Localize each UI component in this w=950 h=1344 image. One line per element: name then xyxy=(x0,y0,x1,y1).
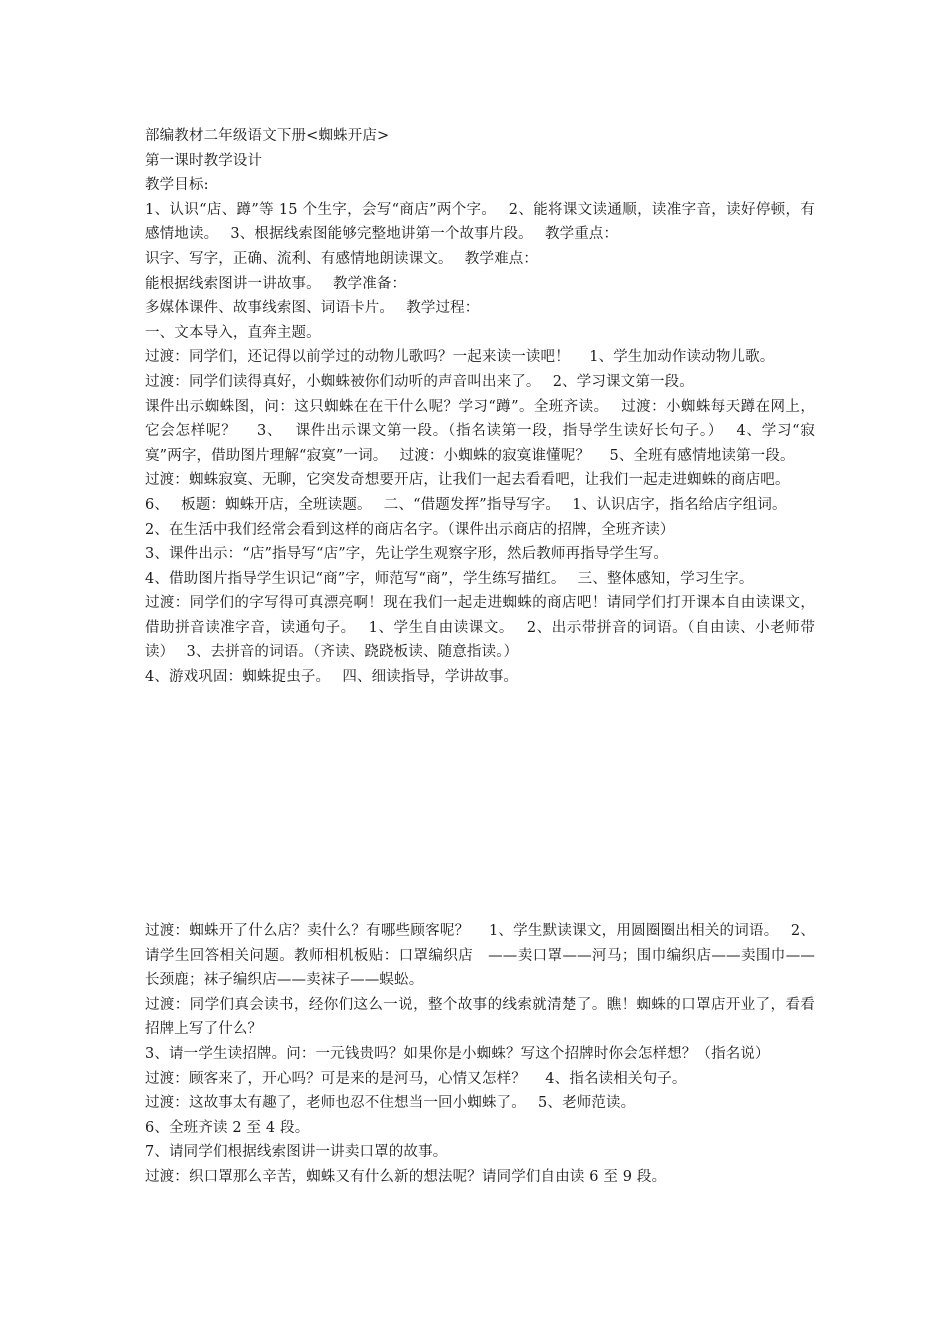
paragraph: 4、游戏巩固：蜘蛛捉虫子。 四、细读指导，学讲故事。 xyxy=(145,669,519,686)
paragraph: 过渡：同学们读得真好，小蜘蛛被你们动听的声音叫出来了。 2、学习课文第一段。 xyxy=(145,373,694,390)
paragraph: 过渡：同学们，还记得以前学过的动物儿歌吗？一起来读一读吧！ 1、学生加动作读动物儿歌。 xyxy=(145,349,775,366)
paragraph: 过渡：蜘蛛开了什么店？卖什么？有哪些顾客呢？ 1、学生默读课文，用圆圈圈出相关的词语。 2、请学生回答相关问题。教师相机板贴：口罩编织店 ——卖口罩——河马；围巾编织店——卖围巾——长颈鹿；袜子编织店——卖袜子——蜈蚣。 xyxy=(145,923,815,989)
paragraph: 4、借助图片指导学生识记“商”字，师范写“商”，学生练写描红。 三、整体感知，学习生字。 xyxy=(145,570,754,587)
lesson-plan-section-1 xyxy=(145,124,815,690)
paragraph: 过渡：同学们的字写得可真漂亮啊！现在我们一起走进蜘蛛的商店吧！请同学们打开课本自由读课文，借助拼音读准字音，读通句子。 1、学生自由读课文。 2、出示带拼音的词语。（自由读、小老师带读） 3、去拼音的词语。（齐读、跷跷板读、随意指读。） xyxy=(145,595,815,661)
paragraph: 6、全班齐读 2 至 4 段。 xyxy=(145,1119,310,1136)
paragraph: 7、请同学们根据线索图讲一讲卖口罩的故事。 xyxy=(145,1144,448,1161)
lesson-subtitle: 第一课时教学设计 xyxy=(145,152,263,169)
paragraph: 2、在生活中我们经常会看到这样的商店名字。（课件出示商店的招牌，全班齐读） xyxy=(145,521,675,538)
paragraph: 多媒体课件、故事线索图、词语卡片。 教学过程： xyxy=(145,300,480,317)
paragraph: 能根据线索图讲一讲故事。 教学准备： xyxy=(145,275,407,292)
paragraph: 6、 板题：蜘蛛开店，全班读题。 二、“借题发挥”指导写字。 1、认识店字，指名给店字组词。 xyxy=(145,496,787,513)
paragraph: 3、请一学生读招牌。问：一元钱贵吗？如果你是小蜘蛛？写这个招牌时你会怎样想？（指名说） xyxy=(145,1045,770,1062)
paragraph: 过渡：同学们真会读书，经你们这么一说，整个故事的线索就清楚了。瞧！蜘蛛的口罩店开业了，看看招牌上写了什么？ xyxy=(145,996,815,1038)
paragraph: 课件出示蜘蛛图，问：这只蜘蛛在在干什么呢？学习“蹲”。全班齐读。 过渡：小蜘蛛每天蹲在网上，它会怎样呢？ 3、 课件出示课文第一段。（指名读第一段，指导学生读好长句子。） 4、学习“寂寞”两字，借助图片理解“寂寞”一词。 过渡：小蜘蛛的寂寞谁懂呢？ 5、全班有感情地读第一段。 xyxy=(145,398,815,464)
paragraph: 过渡：蜘蛛寂寞、无聊，它突发奇想要开店，让我们一起去看看吧，让我们一起走进蜘蛛的商店吧。 xyxy=(145,472,790,489)
paragraph: 过渡：顾客来了，开心吗？可是来的是河马，心情又怎样？ 4、指名读相关句子。 xyxy=(145,1070,687,1087)
paragraph: 过渡：织口罩那么辛苦，蜘蛛又有什么新的想法呢？请同学们自由读 6 至 9 段。 xyxy=(145,1168,667,1185)
lesson-plan-section-2 xyxy=(145,919,815,1190)
paragraph: 过渡：这故事太有趣了，老师也忍不住想当一回小蜘蛛了。 5、老师范读。 xyxy=(145,1095,636,1112)
goals-heading: 教学目标: xyxy=(145,177,209,194)
paragraph: 识字、写字，正确、流利、有感情地朗读课文。 教学难点： xyxy=(145,250,539,267)
document-title: 部编教材二年级语文下册<蜘蛛开店> xyxy=(145,128,390,144)
paragraph: 一、文本导入，直奔主题。 xyxy=(145,324,321,341)
paragraph: 1、认识“店、蹲”等 15 个生字，会写“商店”两个字。 2、能将课文读通顺，读准字音，读好停顿，有感情地读。 3、根据线索图能够完整地讲第一个故事片段。 教学重点： xyxy=(145,201,815,243)
paragraph: 3、课件出示：“店”指导写“店”字，先让学生观察字形，然后教师再指导学生写。 xyxy=(145,546,669,563)
